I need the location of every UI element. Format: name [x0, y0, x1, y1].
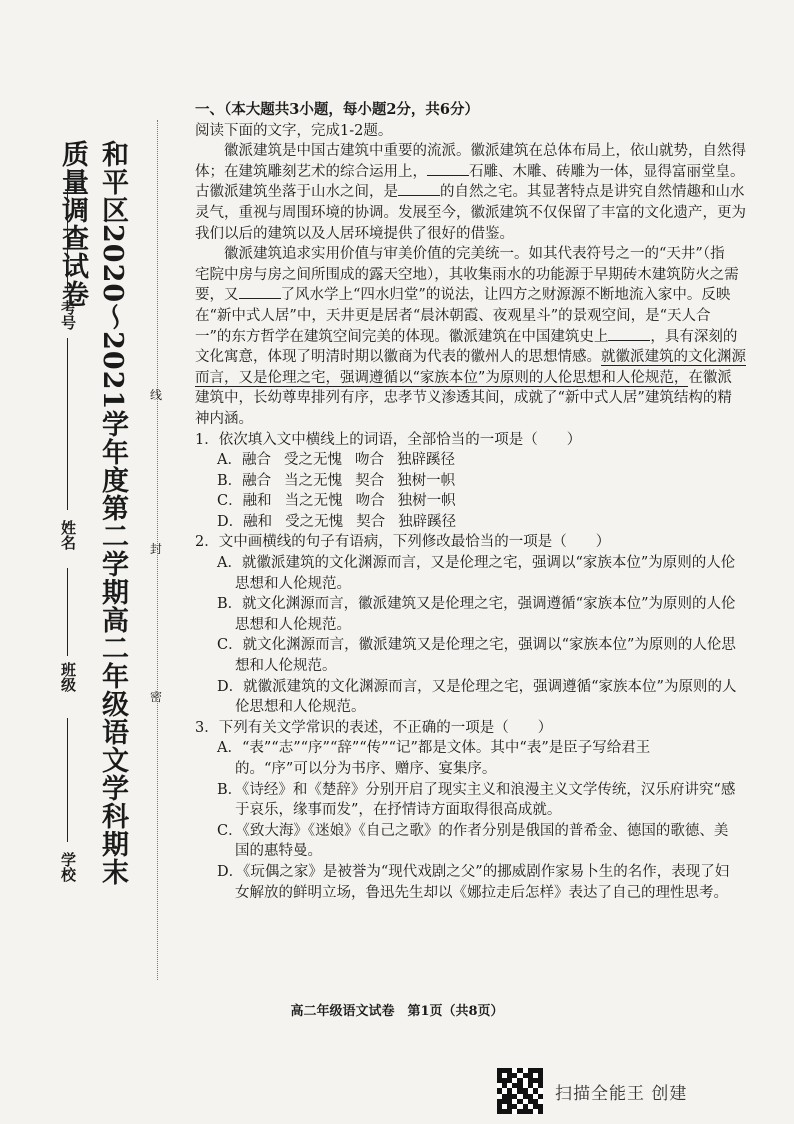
passage-line: 徽派建筑追求实用价值与审美价值的完美统一。如其代表符号之一的“天井”（指: [224, 246, 725, 263]
question-stem: 3．下列有关文学常识的表述，不正确的一项是（ ）: [195, 719, 553, 736]
page-footer: 高二年级语文试卷 第1页（共8页）: [290, 1004, 504, 1019]
scanner-watermark: [497, 1068, 687, 1114]
question-3: [195, 718, 770, 903]
fill-blank-1: [427, 163, 469, 176]
exam-number-label: 考号: [59, 300, 77, 330]
passage-line: 灵气，重视与周围环境的协调。发展至今，徽派建筑不仅保留了丰富的文化遗产，更为: [195, 204, 746, 221]
section-heading: 一、（本大题共3小题，每小题2分，共6分）: [195, 101, 480, 118]
class-label: 班级: [59, 662, 77, 692]
question-content: [195, 100, 770, 903]
option-b[interactable]: B．融合 当之无愧 契合 独树一帜: [217, 472, 456, 489]
passage-line: 而言，又是伦理之宅，强调遵循以“家族本位”为原则的人伦思想和人伦规范，在徽派: [195, 369, 732, 386]
option-a[interactable]: A．就徽派建筑的文化渊源而言，又是伦理之宅，强调以“家族本位”为原则的人伦 思想和人伦规范。: [217, 555, 736, 592]
seal-word-secret: 密: [150, 690, 163, 704]
school-line: [67, 718, 68, 842]
question-stem: 2．文中画横线的句子有语病，下列修改最恰当的一项是（ ）: [195, 534, 611, 551]
underlined-sentence: 就徽派建筑的文化渊源: [601, 349, 746, 366]
option-d[interactable]: D．就徽派建筑的文化渊源而言，又是伦理之宅，强调遵循“家族本位”为原则的人 伦思想和人伦规范。: [217, 678, 737, 716]
class-line: [67, 568, 68, 656]
fill-blank-4: [608, 328, 650, 341]
name-label: 姓名: [59, 520, 77, 550]
section-intro: 阅读下面的文字，完成1-2题。: [195, 122, 393, 139]
option-a[interactable]: A．融合 受之无愧 吻合 独辟蹊径: [217, 452, 455, 469]
scanner-watermark-text: 扫描全能王 创建: [555, 1083, 688, 1104]
option-c[interactable]: C．就文化渊源而言，徽派建筑又是伦理之宅，强调以“家族本位”为原则的人伦思 想和人伦规范。: [217, 637, 736, 675]
passage-line: 要，又 了风水学上“四水归堂”的说法，让四方之财源源不断地流入家中。反映: [195, 287, 731, 304]
passage-line: 徽派建筑是中国古建筑中重要的流派。徽派建筑在总体布局上，依山就势，自然得: [224, 143, 746, 160]
passage-line: 神内涵。: [195, 410, 253, 427]
passage-line: 一”的东方哲学在建筑空间完美的体现。徽派建筑在中国建筑史上 ，具有深刻的: [195, 328, 738, 345]
option-b[interactable]: B．就文化渊源而言，徽派建筑又是伦理之宅，强调遵循“家族本位”为原则的人伦 思想和人伦规范。: [217, 596, 736, 633]
passage-paragraph-1: [195, 141, 770, 244]
question-1: [195, 430, 770, 533]
passage-line: 体；在建筑雕刻艺术的综合运用上， 石雕、木雕、砖雕为一体，显得富丽堂皇。: [195, 163, 745, 180]
fill-blank-3: [239, 286, 281, 299]
exam-title-vertical: 和平区2020～2021学年度第二学期高二年级语文学科期末质量调查试卷: [57, 140, 128, 887]
seal-word-seal: 封: [150, 542, 163, 556]
option-c[interactable]: C．《致大海》《迷娘》《自己之歌》的作者分别是俄国的普希金、德国的歌德、美 国的惠特曼。: [217, 822, 729, 860]
name-line: [67, 338, 68, 510]
option-d[interactable]: D．融和 受之无愧 契合 独辟蹊径: [217, 513, 457, 530]
exam-number-line: [67, 186, 68, 291]
option-b[interactable]: B．《诗经》和《楚辞》分别开启了现实主义和浪漫主义文学传统，汉乐府讲究“感 于哀乐，缘事而发”，在抒情诗方面取得很高成就。: [217, 781, 736, 819]
option-c[interactable]: C．融和 当之无愧 吻合 独树一帜: [217, 493, 456, 510]
passage-line: 古徽派建筑坐落于山水之间，是 的自然之宅。其显著特点是讲究自然情趣和山水: [195, 184, 745, 201]
qr-code-icon: [497, 1068, 543, 1114]
fill-blank-2: [398, 183, 440, 196]
question-stem: 1．依次填入文中横线上的词语，全部恰当的一项是（ ）: [195, 431, 582, 448]
option-d[interactable]: D．《玩偶之家》是被誉为“现代戏剧之父”的挪威剧作家易卜生的名作，表现了妇 女解放的鲜明立场，鲁迅先生却以《娜拉走后怎样》表达了自己的理性思考。: [217, 863, 730, 901]
passage-line: 我们以后的建筑以及人居环境提供了很好的借鉴。: [195, 225, 514, 242]
underlined-sentence: 而言，又是伦理之宅，强调遵循以“家族本位”为原则的人伦思想和人伦规范，: [195, 369, 689, 386]
passage-line: 宅院中房与房之间所围成的露天空地），其收集雨水的功能源于早期砖木建筑防火之需: [195, 266, 739, 283]
question-2: [195, 532, 770, 717]
seal-word-line: 线: [150, 388, 163, 402]
option-a[interactable]: A．“表”“志”“序”“辞”“传”“记”都是文体。其中“表”是臣子写给君王 的。“序”可以分为书序、赠序、宴集序。: [217, 740, 651, 777]
passage-paragraph-2: [195, 244, 770, 429]
passage-line: 建筑中，长幼尊卑排列有序，忠孝节义渗透其间，成就了“新中式人居”建筑结构的精: [195, 390, 732, 407]
passage-line: 在“新中式人居”中，天井更是居者“晨沐朝霞、夜观星斗”的景观空间，是“天人合: [195, 307, 711, 324]
passage-line: 文化寓意，体现了明清时期以徽商为代表的徽州人的思想情感。就徽派建筑的文化渊源: [195, 349, 746, 366]
school-label: 学校: [59, 852, 77, 882]
